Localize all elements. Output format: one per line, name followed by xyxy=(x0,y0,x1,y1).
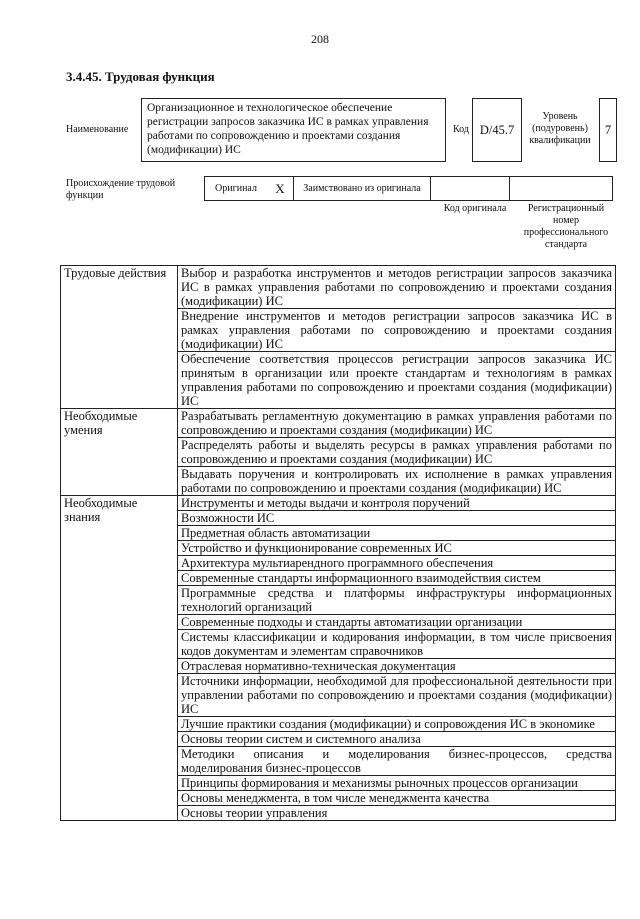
registration-number-cell xyxy=(510,177,613,201)
category-cell: Трудовые действия xyxy=(61,266,178,409)
code-label: Код xyxy=(453,124,469,135)
requirement-item: Архитектура мультиарендного программного обеспечения xyxy=(178,556,616,571)
requirement-item: Программные средства и платформы инфраструктуры информационных технологий организаций xyxy=(178,586,616,615)
category-cell: Необходимые умения xyxy=(61,409,178,496)
requirement-item: Основы менеджмента, в том числе менеджмента качества xyxy=(178,791,616,806)
requirement-item: Устройство и функционирование современных ИС xyxy=(178,541,616,556)
requirement-item: Инструменты и методы выдачи и контроля поручений xyxy=(178,496,616,511)
function-name: Организационное и технологическое обеспечение регистрации запросов заказчика ИС в рамках управления работами по сопровождению и проектами создания (модификации) ИС xyxy=(141,98,446,162)
section-title: 3.4.45. Трудовая функция xyxy=(66,69,215,84)
requirement-item: Системы классификации и кодирования информации, в том числе присвоения кодов документам и элементам справочников xyxy=(178,630,616,659)
function-code: D/45.7 xyxy=(472,98,522,162)
requirement-item: Современные стандарты информационного взаимодействия систем xyxy=(178,571,616,586)
original-code-caption: Код оригинала xyxy=(443,203,507,214)
origin-table xyxy=(204,176,613,201)
requirement-item: Основы теории систем и системного анализа xyxy=(178,732,616,747)
origin-label: Происхождение трудовой функции xyxy=(66,178,176,201)
original-label: Оригинал xyxy=(205,177,268,201)
requirement-item: Распределять работы и выделять ресурсы в рамках управления работами по сопровождению и проектами создания (модификации) ИС xyxy=(178,438,616,467)
requirement-item: Лучшие практики создания (модификации) и сопровождения ИС в экономике xyxy=(178,717,616,732)
original-code-cell xyxy=(431,177,510,201)
page-number: 208 xyxy=(311,32,329,46)
table-row xyxy=(61,266,616,309)
requirement-item: Выбор и разработка инструментов и методов регистрации запросов заказчика ИС в рамках управления работами по сопровождению и проектами создания (модификации) ИС xyxy=(178,266,616,309)
requirement-item: Принципы формирования и механизмы рыночных процессов организации xyxy=(178,776,616,791)
requirement-item: Разрабатывать регламентную документацию в рамках управления работами по сопровождению и проектами создания (модификации) ИС xyxy=(178,409,616,438)
borrowed-label: Заимствовано из оригинала xyxy=(294,177,431,201)
table-row xyxy=(61,409,616,438)
requirement-item: Выдавать поручения и контролировать их исполнение в рамках управления работами по сопровождению и проектами создания (модификации) ИС xyxy=(178,467,616,496)
requirements-table xyxy=(60,265,616,821)
level-label: Уровень (подуровень) квалификации xyxy=(529,111,591,146)
requirement-item: Возможности ИС xyxy=(178,511,616,526)
requirement-item: Методики описания и моделирования бизнес-процессов, средства моделирования бизнес-процессов xyxy=(178,747,616,776)
requirement-item: Современные подходы и стандарты автоматизации организации xyxy=(178,615,616,630)
requirement-item: Источники информации, необходимой для профессиональной деятельности при управлении работами по сопровождению и проектами создания (модификации) ИС xyxy=(178,674,616,717)
name-label: Наименование xyxy=(66,124,129,135)
qualification-level: 7 xyxy=(599,98,617,162)
original-mark: X xyxy=(267,177,294,201)
requirement-item: Обеспечение соответствия процессов регистрации запросов заказчика ИС принятым в организации или проекте стандартам и технологиям в рамках управления работами по сопровождению и проектами создания (модификации) ИС xyxy=(178,352,616,409)
table-row xyxy=(61,496,616,511)
requirement-item: Внедрение инструментов и методов регистрации запросов заказчика ИС в рамках управления работами по сопровождению и проектами создания (модификации) ИС xyxy=(178,309,616,352)
category-cell: Необходимые знания xyxy=(61,496,178,821)
requirement-item: Предметная область автоматизации xyxy=(178,526,616,541)
requirement-item: Основы теории управления xyxy=(178,806,616,821)
requirement-item: Отраслевая нормативно-техническая документация xyxy=(178,659,616,674)
registration-number-caption: Регистрационный номер профессионального стандарта xyxy=(523,203,609,250)
